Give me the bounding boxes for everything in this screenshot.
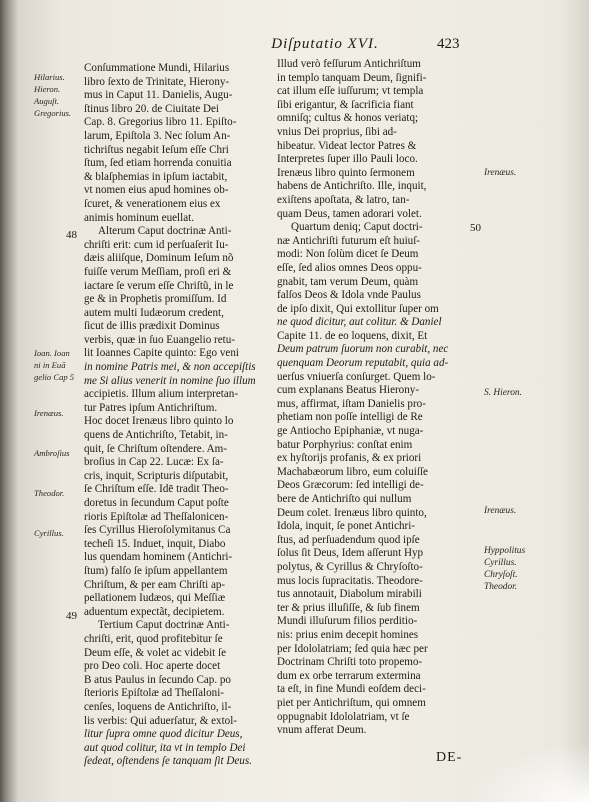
- text-line: Illud verò feſſurum Antichriſtum: [277, 58, 421, 70]
- text-line: B atus Paulus in ſecundo Cap. po: [84, 673, 231, 686]
- text-line: libro ſexto de Trinitate, Hierony-: [84, 75, 230, 88]
- right-text-column: [277, 58, 482, 738]
- text-line: techeſi 15. Induet, inquit, Diabo: [84, 537, 226, 550]
- text-line: ter & prius illuſiſſe, & ſub finem: [277, 601, 420, 614]
- text-line: Quartum deniq; Caput doctri-: [291, 221, 423, 234]
- text-line: oppugnabit Idololatriam, vt ſe: [277, 710, 410, 723]
- text-line: bere de Antichriſto qui nullum: [277, 493, 412, 505]
- text-line: ge & in Prophetis promiſſum. Id: [84, 293, 227, 306]
- text-line: Chriſtum, & per eam Chriſti ap-: [84, 578, 226, 591]
- text-line: ſolus ſit Deus, Idem aſſerunt Hyp: [277, 547, 424, 560]
- running-title: Diſputatio XVI.: [271, 36, 379, 52]
- margin-note: Gregorius.: [34, 108, 72, 118]
- text-line: animis hominum euellat.: [84, 211, 194, 224]
- text-line: Deos Græcorum: ſed intelligi de-: [277, 479, 424, 492]
- text-line: lis verbis: Qui aduerſatur, & extol-: [84, 714, 237, 727]
- text-line: ſtum) falſo ſe ipſum appellantem: [84, 564, 228, 577]
- text-line: tus annotauit, Diabolum mirabili: [277, 588, 422, 601]
- text-line: ſedeat, oſtendens ſe tanquam ſit Deus.: [84, 755, 252, 768]
- text-line: ſibi erigantur, & ſacrificia fiant: [277, 98, 414, 111]
- text-line: Deum eſſe, & volet ac videbit ſe: [84, 646, 227, 659]
- margin-note: Hyppolitus: [484, 546, 526, 556]
- text-line: dæis aliiſque, Dominum Ieſum nõ: [84, 252, 234, 265]
- text-line: lus quendam hominem (Antichri-: [84, 551, 233, 564]
- paragraph-number: 49: [66, 610, 77, 622]
- margin-note: Cyrillus.: [34, 528, 64, 538]
- paragraph-number: 50: [470, 222, 481, 234]
- text-line: nis: prius enim decepit homines: [277, 628, 419, 641]
- text-line: in templo tanquam Deum, ſignifi-: [277, 71, 427, 84]
- text-line: chriſti, erit, quod profitebitur ſe: [84, 632, 223, 645]
- margin-note: Cyrillus.: [484, 558, 517, 568]
- text-line: broſius in Cap 22. Lucæ: Ex ſa-: [84, 456, 224, 469]
- margin-note: Irenæus.: [484, 506, 517, 516]
- text-line: Irenæus libro quinto ſermonem: [277, 166, 415, 179]
- text-line: Interpretes ſuper illo Pauli loco.: [277, 153, 418, 166]
- text-line: cenſes, loquens de Antichriſto, il-: [84, 700, 232, 713]
- margin-note: Irenæus.: [34, 408, 64, 418]
- margin-note: S. Hieron.: [484, 388, 522, 398]
- text-line: habens de Antichriſto. Ille, inquit,: [277, 180, 427, 193]
- text-line: in nomine Patris mei, & non accepiſtis: [84, 361, 256, 374]
- text-line: iactare ſe verum eſſe Chriſtũ, in le: [84, 279, 234, 292]
- text-line: litur ſupra omne quod dicitur Deus,: [84, 728, 243, 741]
- text-line: fuiſſe verum Meſſiam, proſi eri &: [84, 265, 232, 278]
- text-line: ſcuret, & venerationem eius ex: [84, 197, 221, 210]
- text-line: Deum patrum ſuorum non curabit, nec: [277, 343, 449, 356]
- text-line: eſſe, ſed alios omnes Deos oppu-: [277, 261, 422, 274]
- paragraph-number: 48: [66, 229, 77, 241]
- text-line: ge Antiocho Epiphaniæ, vt nuga-: [277, 425, 424, 438]
- text-line: Conſummatione Mundi, Hilarius: [84, 62, 230, 74]
- text-line: dum ex orbe terrarum extermina: [277, 669, 421, 682]
- text-line: Mundi illuſurum filios perditio-: [277, 615, 418, 628]
- text-line: Deum colet. Irenæus libro quinto,: [277, 506, 427, 519]
- text-line: aut quod colitur, ita vt in templo Dei: [84, 741, 246, 754]
- margin-note: Hieron.: [34, 84, 61, 94]
- margin-note: Auguſt.: [34, 96, 60, 106]
- text-line: Doctrinam Chriſti toto propemo-: [277, 656, 423, 669]
- text-line: ne quod dicitur, aut colitur. & Daniel: [277, 316, 442, 329]
- text-line: Machabæorum libro, eum coluiſſe: [277, 465, 428, 478]
- text-line: ſterioris Epiſtolæ ad Theſſaloni-: [84, 687, 224, 700]
- margin-note: gelio Cap 5: [34, 372, 75, 382]
- text-line: ſicut de illis prædixit Dominus: [84, 320, 220, 333]
- text-line: falſos Deos & Idola vnde Paulus: [277, 289, 421, 302]
- text-line: Capite 11. de eo loquens, dixit, Et: [277, 329, 428, 342]
- margin-note: ni in Euã: [34, 360, 66, 370]
- text-line: lit Ioannes Capite quinto: Ego veni: [84, 347, 239, 360]
- text-line: doretus in ſecundum Caput poſte: [84, 497, 229, 509]
- text-line: Idola, inquit, ſe ponet Antichri-: [277, 520, 416, 533]
- text-line: ſes Cyrillus Hieroſolymitanus Ca: [84, 524, 231, 537]
- text-line: cat illum eſſe iuſſurum; vt templa: [277, 85, 424, 98]
- margin-note: Chryſoſt.: [484, 570, 518, 580]
- text-line: mus, affirmat, iſtam Danielis pro-: [277, 397, 426, 410]
- text-line: Tertium Caput doctrinæ Anti-: [98, 619, 230, 632]
- text-line: phetiam non poſſe intelligi de Re: [277, 411, 423, 424]
- text-line: pro Deo coli. Hoc aperte docet: [84, 660, 221, 673]
- text-line: quam Deus, tamen adorari volet.: [277, 207, 422, 220]
- page-corner-highlight: [469, 742, 589, 802]
- text-line: vnius Dei proprius, ſibi ad-: [277, 125, 397, 138]
- text-line: accipietis. Illum alium interpretan-: [84, 388, 239, 401]
- text-line: de ipſo dixit, Qui extollitur ſuper om: [277, 302, 439, 315]
- text-line: cris, inquit, Scripturis diſputabit,: [84, 469, 229, 482]
- text-line: tur Patres ipſum Antichriſtum.: [84, 401, 218, 414]
- text-line: quenquam Deorum reputabit, quia ad-: [277, 357, 449, 370]
- text-line: modi: Non ſolùm dicet ſe Deum: [277, 248, 419, 261]
- text-line: mus in Caput 11. Danielis, Augu-: [84, 89, 233, 102]
- text-line: & blaſphemias in ipſum iactabit,: [84, 170, 228, 183]
- text-line: vnum afferat Deum.: [277, 724, 367, 737]
- text-line: Hoc docet Irenæus libro quinto lo: [84, 415, 234, 428]
- text-line: rioris Epiſtolæ ad Theſſalonicen-: [84, 510, 229, 523]
- text-line: uerſus vniuerſa conſurget. Quem lo-: [277, 370, 436, 383]
- text-line: Cap. 8. Gregorius libro 11. Epiſto-: [84, 116, 237, 129]
- left-text-column: [84, 62, 272, 769]
- text-line: quit, ſe Chriſtum oſtendere. Am-: [84, 442, 227, 455]
- text-line: mus locis ſupracitatis. Theodore-: [277, 574, 423, 587]
- text-line: Alterum Caput doctrinæ Anti-: [98, 225, 232, 238]
- margin-note: Irenæus.: [484, 168, 517, 178]
- text-line: gnabit, tam verum Deum, quàm: [277, 275, 419, 288]
- page-number: 423: [437, 36, 460, 52]
- text-line: me Si alius venerit in nomine ſuo illum: [84, 374, 256, 387]
- text-line: quens de Antichriſto, Tetabit, in-: [84, 429, 228, 442]
- margin-note: Theodor.: [34, 488, 65, 498]
- text-line: pellationem Iudæos, qui Meſſiæ: [84, 592, 226, 605]
- text-line: ex hyſtorijs profanis, & ex priori: [277, 452, 422, 465]
- text-line: vt nomen eius apud homines ob-: [84, 184, 229, 197]
- text-line: polytus, & Cyrillus & Chryſoſto-: [277, 560, 423, 573]
- catchword: DE-: [436, 750, 463, 765]
- margin-note: Theodor.: [484, 582, 518, 592]
- text-line: autem multi Iudæorum credent,: [84, 306, 224, 319]
- text-line: ſtus, ad perſuadendum quod ipſe: [277, 533, 420, 546]
- text-line: hibeatur. Videat lector Patres &: [277, 139, 417, 152]
- text-line: larum, Epiſtola 3. Nec ſolum An-: [84, 129, 231, 142]
- text-line: tichriſtus negabit Ieſum eſſe Chri: [84, 143, 229, 156]
- text-line: exiſtens apoſtata, & latro, tan-: [277, 193, 410, 206]
- margin-note: Ambroſius: [34, 448, 70, 458]
- text-line: ta eſt, in fine Mundi eoſdem deci-: [277, 683, 426, 696]
- text-line: cum explanans Beatus Hierony-: [277, 384, 420, 397]
- text-line: ſe Chriſtum eſſe. Idē tradit Theo-: [84, 483, 229, 496]
- text-line: piet per Antichriſtum, qui omnem: [277, 696, 426, 709]
- text-line: chriſti erit: cum id perſuaſerit Iu-: [84, 238, 229, 251]
- text-line: batur Porphyrius: conſtat enim: [277, 438, 413, 451]
- text-line: næ Antichriſti futurum eſt huiuſ-: [277, 234, 420, 247]
- text-line: omniſq; cultus & honos veriatq;: [277, 112, 419, 125]
- text-line: ſtinus libro 20. de Ciuitate Dei: [84, 102, 219, 115]
- margin-note: Hilarius.: [34, 72, 65, 82]
- text-line: per Idololatriam; ſed quia hæc per: [277, 642, 428, 655]
- text-line: ſtum, ſed etiam horrenda conuitia: [84, 157, 232, 170]
- text-line: aduentum expectãt, decipietem.: [84, 605, 225, 618]
- text-line: verbis, quæ in ſuo Euangelio retu-: [84, 333, 235, 346]
- margin-note: Ioan. Ioan: [34, 348, 70, 358]
